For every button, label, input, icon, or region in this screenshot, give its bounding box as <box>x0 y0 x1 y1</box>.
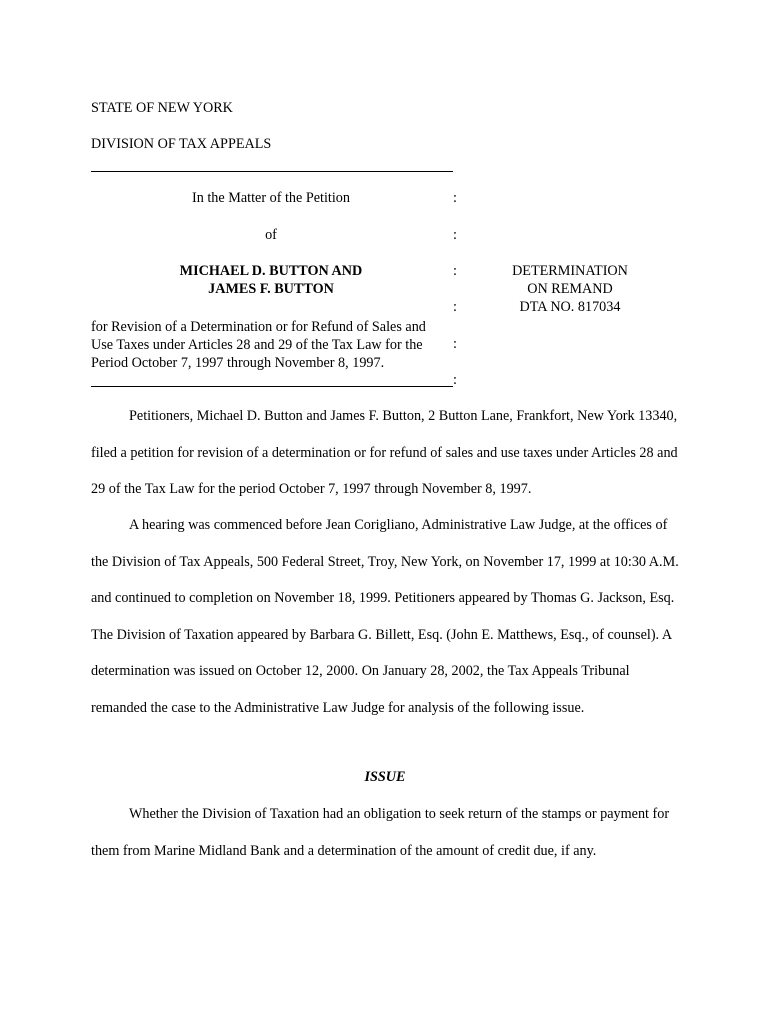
dta-number: DTA NO. 817034 <box>519 299 621 315</box>
caption-colon: : <box>453 336 457 352</box>
caption-colon: : <box>453 372 457 388</box>
division-heading: DIVISION OF TAX APPEALS <box>91 136 272 152</box>
caption-colon: : <box>453 263 457 279</box>
state-heading: STATE OF NEW YORK <box>91 100 233 116</box>
caption-colon: : <box>453 190 457 206</box>
paragraph-petition: Petitioners, Michael D. Button and James F. Button, 2 Button Lane, Frankfort, New York 13340, filed a petition for revision of a determination or for refund of sales and use taxes under Articles 28 and 29 of the Tax Law for the period October 7, 1997 through November 8, 1997. <box>91 408 678 497</box>
of-line: of <box>265 227 277 243</box>
caption-colon: : <box>453 299 457 315</box>
caption-bottom-rule <box>91 386 453 387</box>
matter-line: In the Matter of the Petition <box>192 190 350 206</box>
issue-heading: ISSUE <box>364 769 406 785</box>
caption-top-rule <box>91 171 453 172</box>
paragraph-hearing: A hearing was commenced before Jean Corigliano, Administrative Law Judge, at the offices of the Division of Tax Appeals, 500 Federal Street, Troy, New York, on November 17, 1999 at 10:30 A.M. and continued to completion on November 18, 1999. Petitioners appeared by Thomas G. Jackson, Esq. The Division of Taxation appeared by Barbara G. Billett, Esq. (John E. Matthews, Esq., of counsel). A determination was issued on October 12, 2000. On January 28, 2002, the Tax Appeals Tribunal remanded the case to the Administrative Law Judge for analysis of the following issue. <box>91 517 679 716</box>
petitioner-name-line2: JAMES F. BUTTON <box>208 281 334 297</box>
caption-colon: : <box>453 227 457 243</box>
paragraph-issue: Whether the Division of Taxation had an obligation to seek return of the stamps or payment for them from Marine Midland Bank and a determination of the amount of credit due, if any. <box>91 806 670 859</box>
determination-title-line1: DETERMINATION <box>512 263 628 279</box>
petition-description <box>91 318 426 372</box>
description-line3: Period October 7, 1997 through November 8, 1997. <box>91 355 385 371</box>
determination-title-line2: ON REMAND <box>527 281 613 297</box>
description-line2: Use Taxes under Articles 28 and 29 of the Tax Law for the <box>91 337 423 353</box>
description-line1: for Revision of a Determination or for Refund of Sales and <box>91 319 426 335</box>
petitioner-name-line1: MICHAEL D. BUTTON AND <box>179 263 363 279</box>
